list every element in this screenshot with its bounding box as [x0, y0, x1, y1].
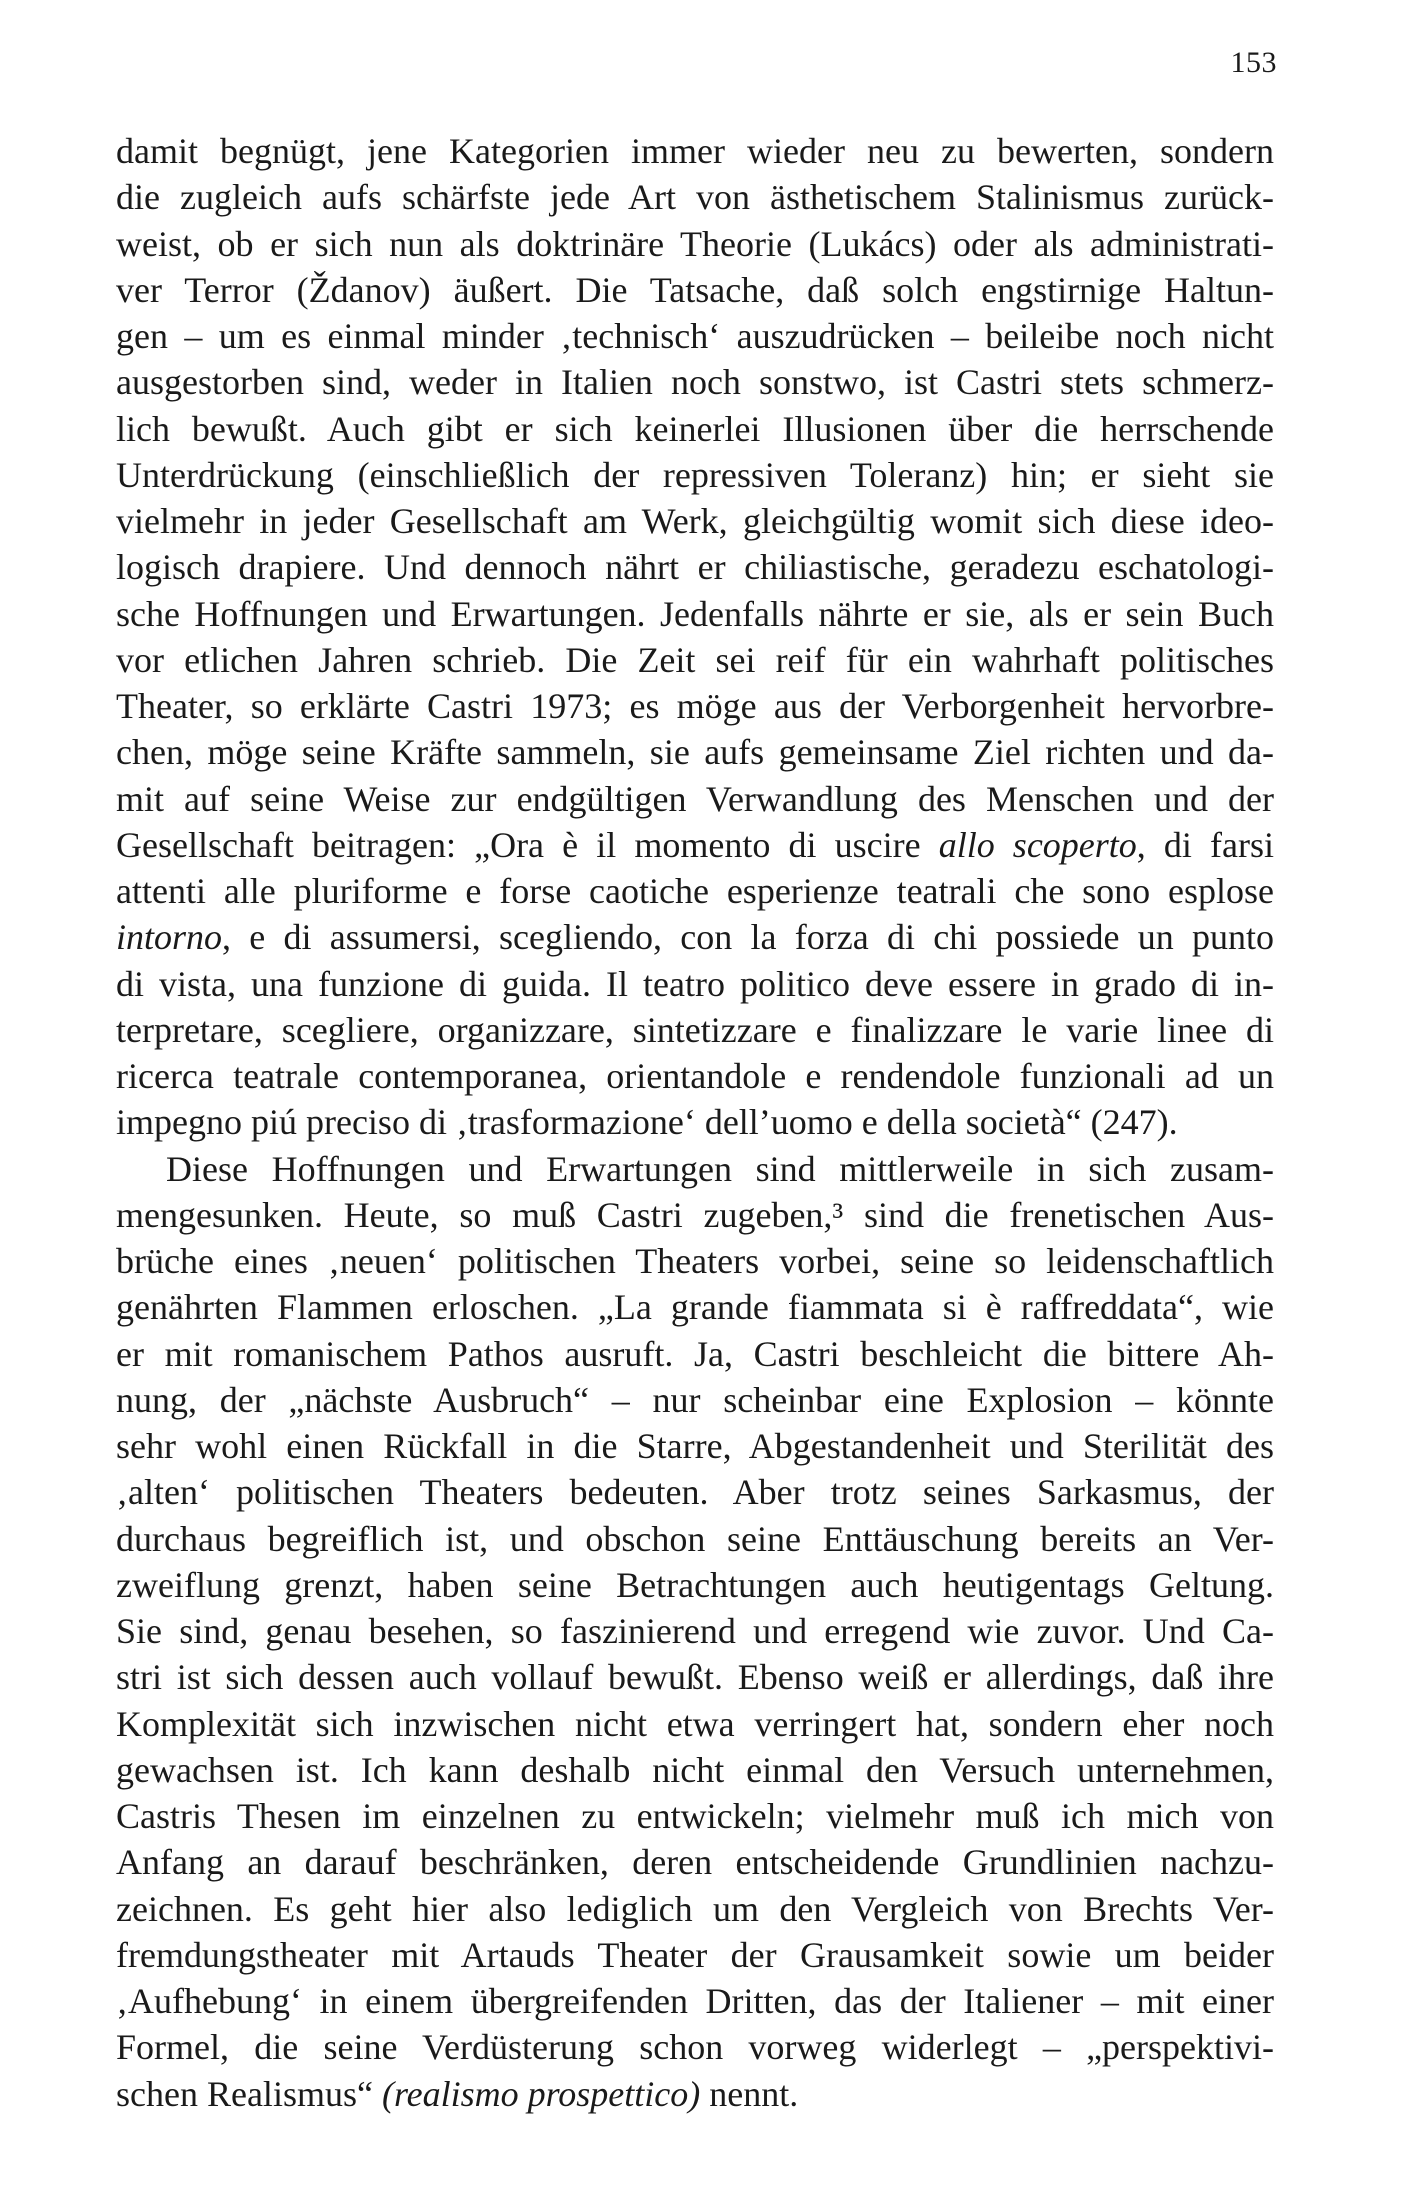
- text-line: stri ist sich dessen auch vollauf bewußt. Ebenso weiß er allerdings, daß ihre: [116, 1657, 1274, 1698]
- text-line: sehr wohl einen Rückfall in die Starre, Abgestandenheit und Sterilität des: [116, 1426, 1274, 1466]
- text-line: gen – um es einmal minder ‚technisch‘ auszudrücken – beileibe noch nicht: [116, 316, 1274, 356]
- text-line: Diese Hoffnungen und Erwartungen sind mittlerweile in sich zusam-: [166, 1148, 1274, 1189]
- text-line: ‚Aufhebung‘ in einem übergreifenden Dritten, das der Italiener – mit einer: [116, 1981, 1274, 2021]
- paragraph: [116, 128, 1274, 1146]
- italic-text: (realismo prospettico): [381, 2073, 701, 2114]
- text-line: Gesellschaft beitragen: „Ora è il momento di uscire allo scoperto, di farsi: [116, 824, 1275, 865]
- text-line: intorno, e di assumersi, scegliendo, con la forza di chi possiede un punto: [116, 917, 1274, 958]
- text-line: Unterdrückung (einschließlich der repressiven Toleranz) hin; er sieht sie: [116, 454, 1274, 495]
- text-line: die zugleich aufs schärfste jede Art von ästhetischem Stalinismus zurück-: [116, 177, 1274, 218]
- text-line: ver Terror (Ždanov) äußert. Die Tatsache, daß solch engstirnige Haltun-: [116, 269, 1274, 310]
- page-number: 153: [1230, 46, 1277, 79]
- text-line: ausgestorben sind, weder in Italien noch sonstwo, ist Castri stets schmerz-: [116, 362, 1274, 403]
- text-line: impegno piú preciso di ‚trasformazione‘ dell’uomo e della società“ (247).: [116, 1102, 1178, 1143]
- text-line: weist, ob er sich nun als doktrinäre Theorie (Lukács) oder als administrati-: [116, 223, 1274, 264]
- text-line: genährten Flammen erloschen. „La grande fiammata si è raffreddata“, wie: [116, 1287, 1274, 1328]
- text-line: gewachsen ist. Ich kann deshalb nicht einmal den Versuch unternehmen,: [116, 1749, 1274, 1790]
- text-line: Castris Thesen im einzelnen zu entwickeln; vielmehr muß ich mich von: [116, 1796, 1274, 1836]
- text-line: Anfang an darauf beschränken, deren entscheidende Grundlinien nachzu-: [116, 1842, 1274, 1883]
- italic-text: intorno: [116, 917, 223, 958]
- text-line: chen, möge seine Kräfte sammeln, sie aufs gemeinsame Ziel richten und da-: [116, 732, 1274, 773]
- body-text: [116, 128, 1274, 2117]
- italic-text: allo scoperto: [938, 824, 1137, 865]
- text-line: vor etlichen Jahren schrieb. Die Zeit sei reif für ein wahrhaft politisches: [116, 639, 1274, 680]
- text-line: vielmehr in jeder Gesellschaft am Werk, gleichgültig womit sich diese ideo-: [116, 501, 1274, 541]
- text-line: lich bewußt. Auch gibt er sich keinerlei Illusionen über die herrschende: [116, 408, 1274, 449]
- text-line: zweiflung grenzt, haben seine Betrachtungen auch heutigentags Geltung.: [116, 1564, 1274, 1605]
- text-line: ricerca teatrale contemporanea, orientandole e rendendole funzionali ad un: [116, 1056, 1274, 1096]
- text-line: er mit romanischem Pathos ausruft. Ja, Castri beschleicht die bittere Ah-: [116, 1333, 1274, 1374]
- text-line: mit auf seine Weise zur endgültigen Verwandlung des Menschen und der: [116, 778, 1274, 819]
- text-line: schen Realismus“ (realismo prospettico) nennt.: [116, 2073, 799, 2114]
- text-line: Formel, die seine Verdüsterung schon vorweg widerlegt – „perspektivi-: [116, 2027, 1274, 2068]
- text-line: durchaus begreiflich ist, und obschon seine Enttäuschung bereits an Ver-: [116, 1518, 1274, 1559]
- text-line: Theater, so erklärte Castri 1973; es möge aus der Verborgenheit hervorbre-: [116, 686, 1274, 726]
- text-line: ‚alten‘ politischen Theaters bedeuten. Aber trotz seines Sarkasmus, der: [116, 1472, 1274, 1513]
- text-line: di vista, una funzione di guida. Il teatro politico deve essere in grado di in-: [116, 963, 1274, 1004]
- text-line: fremdungstheater mit Artauds Theater der Grausamkeit sowie um beider: [116, 1934, 1274, 1975]
- text-line: sche Hoffnungen und Erwartungen. Jedenfalls nährte er sie, als er sein Buch: [116, 593, 1274, 634]
- text-line: brüche eines ‚neuen‘ politischen Theaters vorbei, seine so leidenschaftlich: [116, 1241, 1274, 1281]
- paragraph: [116, 1146, 1274, 2117]
- text-line: Sie sind, genau besehen, so faszinierend und erregend wie zuvor. Und Ca-: [116, 1611, 1274, 1651]
- text-line: zeichnen. Es geht hier also lediglich um den Vergleich von Brechts Ver-: [116, 1888, 1274, 1929]
- text-line: nung, der „nächste Ausbruch“ – nur scheinbar eine Explosion – könnte: [116, 1379, 1274, 1420]
- text-line: logisch drapiere. Und dennoch nährt er chiliastische, geradezu eschatologi-: [116, 547, 1274, 588]
- text-line: Komplexität sich inzwischen nicht etwa verringert hat, sondern eher noch: [116, 1703, 1274, 1744]
- text-line: damit begnügt, jene Kategorien immer wieder neu zu bewerten, sondern: [116, 131, 1274, 171]
- text-line: mengesunken. Heute, so muß Castri zugeben,³ sind die frenetischen Aus-: [116, 1194, 1274, 1235]
- text-line: terpretare, scegliere, organizzare, sintetizzare e finalizzare le varie linee di: [116, 1009, 1274, 1050]
- text-line: attenti alle pluriforme e forse caotiche esperienze teatrali che sono esplose: [116, 871, 1274, 911]
